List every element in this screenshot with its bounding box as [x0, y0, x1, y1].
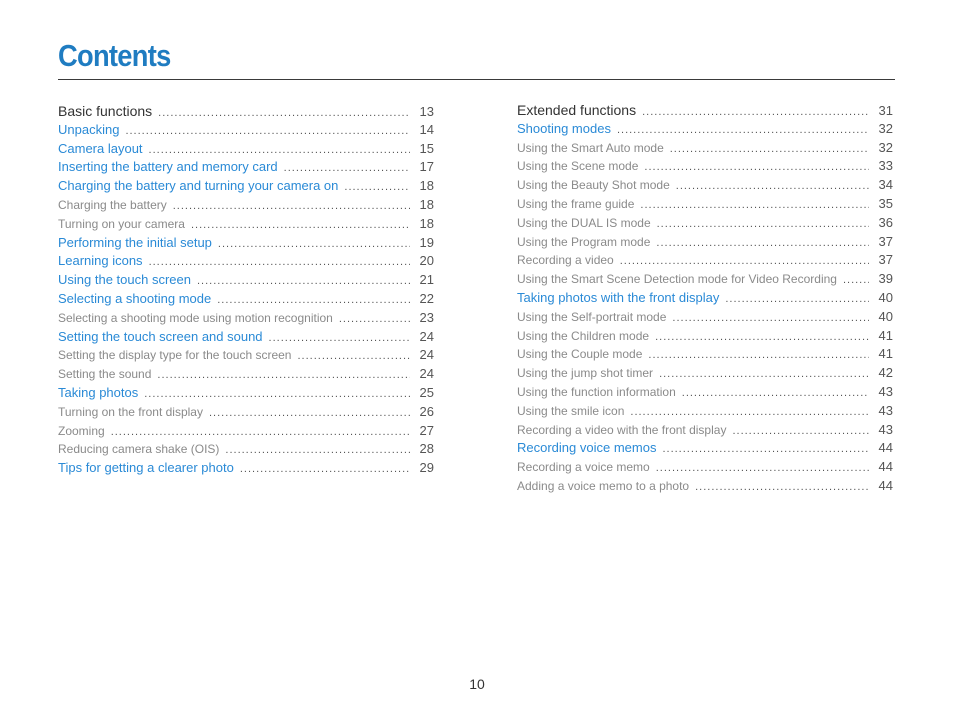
toc-dot-leader: [640, 199, 869, 211]
toc-entry-page: 23: [419, 309, 434, 325]
toc-entry-page: 28: [419, 441, 434, 457]
toc-entry-title: Charging the battery and turning your camera on: [58, 178, 339, 194]
page-number: 10: [469, 676, 485, 692]
toc-dot-leader: [297, 350, 410, 362]
toc-dot-leader: [657, 218, 869, 230]
toc-dot-leader: [648, 349, 869, 361]
toc-dot-leader: [659, 368, 869, 380]
toc-entry[interactable]: [517, 121, 893, 141]
toc-entry-page: 22: [419, 291, 434, 306]
toc-dot-leader: [630, 406, 869, 418]
toc-entry-page: 17: [419, 159, 434, 175]
toc-entry[interactable]: [58, 385, 434, 405]
toc-dot-leader: [644, 161, 869, 173]
toc-dot-leader: [157, 369, 410, 381]
toc-entry-title: Using the touch screen: [58, 272, 191, 288]
toc-entry-title: Setting the display type for the touch screen: [58, 348, 292, 363]
toc-entry[interactable]: [517, 158, 893, 178]
toc-entry-page: 37: [878, 252, 893, 268]
toc-entry[interactable]: [58, 122, 434, 142]
toc-dot-leader: [158, 107, 410, 119]
toc-dot-leader: [344, 181, 410, 193]
toc-entry[interactable]: [58, 423, 434, 443]
toc-entry[interactable]: [58, 329, 434, 349]
toc-entry[interactable]: [58, 178, 434, 198]
toc-entry-page: 32: [878, 120, 893, 136]
toc-entry[interactable]: [517, 271, 893, 291]
toc-entry[interactable]: [58, 253, 434, 273]
toc-entry-page: 40: [878, 308, 893, 324]
toc-entry-page: 21: [419, 272, 434, 288]
toc-section-heading[interactable]: [517, 102, 893, 122]
toc-entry-title: Recording voice memos: [517, 440, 657, 456]
toc-dot-leader: [662, 443, 869, 455]
toc-entry-title: Recording a video with the front display: [517, 422, 727, 437]
toc-entry-page: 19: [419, 234, 434, 250]
toc-entry-title: Inserting the battery and memory card: [58, 159, 278, 175]
toc-entry-title: Selecting a shooting mode: [58, 291, 212, 306]
toc-entry-title: Using the Scene mode: [517, 159, 639, 174]
toc-entry-page: 44: [878, 478, 893, 493]
toc-entry[interactable]: [517, 328, 893, 348]
toc-entry[interactable]: [517, 403, 893, 423]
toc-dot-leader: [191, 219, 410, 231]
toc-entry-page: 18: [419, 197, 434, 212]
toc-dot-leader: [284, 162, 410, 174]
toc-section-heading[interactable]: [58, 103, 434, 123]
toc-entry-page: 43: [878, 384, 893, 399]
toc-entry[interactable]: [517, 478, 893, 498]
toc-dot-leader: [672, 312, 869, 324]
toc-entry-title: Using the frame guide: [517, 197, 635, 211]
toc-entry-title: Setting the sound: [58, 367, 152, 382]
toc-dot-leader: [144, 388, 410, 400]
toc-entry-page: 27: [419, 422, 434, 438]
toc-entry-page: 35: [878, 196, 893, 211]
toc-dot-leader: [173, 200, 410, 212]
toc-entry[interactable]: [517, 177, 893, 197]
toc-entry[interactable]: [517, 422, 893, 442]
toc-entry[interactable]: [517, 234, 893, 254]
toc-entry-title: Using the DUAL IS mode: [517, 215, 651, 230]
toc-entry-title: Using the Smart Auto mode: [517, 140, 664, 155]
toc-dot-leader: [655, 331, 869, 343]
toc-entry-page: 34: [878, 177, 893, 193]
toc-entry-title: Learning icons: [58, 253, 143, 269]
toc-entry[interactable]: [517, 196, 893, 216]
toc-entry[interactable]: [58, 216, 434, 236]
toc-entry[interactable]: [517, 365, 893, 385]
toc-entry-page: 33: [878, 158, 893, 174]
toc-entry-title: Turning on the front display: [58, 404, 203, 419]
toc-dot-leader: [670, 143, 869, 155]
toc-entry-page: 43: [878, 421, 893, 437]
toc-entry-page: 42: [878, 365, 893, 381]
toc-entry-title: Using the Program mode: [517, 234, 651, 249]
toc-entry[interactable]: [517, 459, 893, 479]
toc-entry-title: Extended functions: [517, 102, 637, 118]
toc-dot-leader: [642, 106, 869, 118]
toc-entry[interactable]: [58, 404, 434, 424]
toc-entry-page: 44: [878, 459, 893, 475]
toc-dot-leader: [620, 255, 869, 267]
toc-entry-title: Using the jump shot timer: [517, 366, 654, 381]
toc-entry-page: 24: [419, 366, 434, 382]
toc-entry[interactable]: [58, 291, 434, 311]
toc-entry-title: Recording a voice memo: [517, 460, 650, 475]
toc-dot-leader: [225, 444, 410, 456]
toc-entry-title: Using the Smart Scene Detection mode for Video Recording: [517, 272, 837, 287]
toc-entry-title: Taking photos with the front display: [517, 290, 720, 305]
toc-entry-page: 44: [878, 440, 893, 456]
toc-dot-leader: [843, 274, 869, 286]
toc-entry-page: 20: [419, 253, 434, 269]
toc-dot-leader: [111, 426, 410, 438]
toc-entry-page: 39: [878, 271, 893, 287]
toc-entry[interactable]: [517, 215, 893, 235]
toc-entry-page: 31: [878, 103, 893, 118]
toc-entry-page: 18: [419, 215, 434, 231]
toc-entry-page: 25: [419, 385, 434, 400]
toc-dot-leader: [149, 144, 410, 156]
toc-entry[interactable]: [517, 384, 893, 404]
toc-entry-title: Camera layout: [58, 140, 143, 156]
toc-entry-page: 24: [419, 347, 434, 363]
toc-dot-leader: [197, 275, 410, 287]
toc-entry-title: Using the Children mode: [517, 328, 650, 343]
page-title: Contents: [58, 38, 171, 73]
toc-dot-leader: [149, 256, 410, 268]
toc-entry[interactable]: [58, 347, 434, 367]
toc-entry-title: Recording a video: [517, 253, 614, 268]
toc-entry-title: Using the Couple mode: [517, 347, 643, 362]
toc-entry-title: Using the Beauty Shot mode: [517, 178, 670, 193]
toc-entry[interactable]: [58, 310, 434, 330]
toc-entry-title: Performing the initial setup: [58, 234, 212, 250]
toc-entry-title: Using the smile icon: [517, 403, 625, 418]
toc-dot-leader: [218, 238, 410, 250]
toc-entry[interactable]: [517, 290, 893, 310]
toc-dot-leader: [676, 180, 869, 192]
toc-entry-title: Setting the touch screen and sound: [58, 328, 263, 344]
toc-entry-page: 40: [878, 290, 893, 305]
toc-entry-page: 29: [419, 460, 434, 476]
toc-entry-title: Charging the battery: [58, 198, 167, 212]
toc-entry[interactable]: [58, 272, 434, 292]
toc-entry-page: 41: [878, 346, 893, 362]
toc-entry-page: 14: [419, 121, 434, 137]
toc-entry[interactable]: [517, 440, 893, 460]
toc-entry[interactable]: [517, 309, 893, 329]
toc-dot-leader: [682, 387, 869, 399]
toc-dot-leader: [732, 425, 869, 437]
toc-entry-page: 13: [419, 104, 434, 119]
toc-entry-page: 43: [878, 402, 893, 418]
toc-entry-title: Taking photos: [58, 385, 139, 400]
toc-dot-leader: [240, 463, 410, 475]
toc-entry-title: Adding a voice memo to a photo: [517, 479, 690, 493]
toc-dot-leader: [656, 237, 869, 249]
toc-entry[interactable]: [58, 441, 434, 461]
toc-entry-page: 41: [878, 327, 893, 343]
toc-entry[interactable]: [58, 366, 434, 386]
toc-entry[interactable]: [58, 159, 434, 179]
toc-entry-title: Selecting a shooting mode using motion recognition: [58, 310, 333, 325]
toc-entry-title: Using the function information: [517, 385, 676, 399]
toc-entry-title: Turning on your camera: [58, 216, 185, 231]
toc-dot-leader: [695, 481, 869, 493]
toc-entry-title: Zooming: [58, 423, 105, 438]
toc-entry[interactable]: [58, 235, 434, 255]
title-divider: [58, 79, 895, 80]
toc-dot-leader: [125, 125, 410, 137]
toc-entry-title: Using the Self-portrait mode: [517, 309, 667, 324]
toc-dot-leader: [656, 462, 869, 474]
toc-entry[interactable]: [58, 141, 434, 161]
toc-entry-title: Tips for getting a clearer photo: [58, 460, 234, 476]
toc-entry-title: Basic functions: [58, 103, 153, 119]
toc-entry-page: 15: [419, 140, 434, 156]
toc-dot-leader: [725, 293, 869, 305]
toc-entry-title: Reducing camera shake (OIS): [58, 442, 220, 457]
toc-entry[interactable]: [517, 252, 893, 272]
toc-entry[interactable]: [58, 460, 434, 480]
toc-entry-page: 36: [878, 214, 893, 230]
toc-entry-page: 26: [419, 403, 434, 419]
toc-entry-title: Shooting modes: [517, 120, 611, 136]
toc-dot-leader: [269, 332, 410, 344]
toc-entry-page: 37: [878, 233, 893, 249]
toc-entry[interactable]: [58, 197, 434, 217]
toc-entry-page: 32: [878, 139, 893, 155]
toc-entry[interactable]: [517, 346, 893, 366]
toc-entry[interactable]: [517, 140, 893, 160]
toc-entry-page: 24: [419, 328, 434, 344]
toc-entry-title: Unpacking: [58, 121, 120, 137]
toc-entry-page: 18: [419, 178, 434, 194]
toc-dot-leader: [617, 124, 869, 136]
toc-dot-leader: [209, 407, 410, 419]
toc-dot-leader: [339, 313, 410, 325]
toc-dot-leader: [217, 294, 410, 306]
